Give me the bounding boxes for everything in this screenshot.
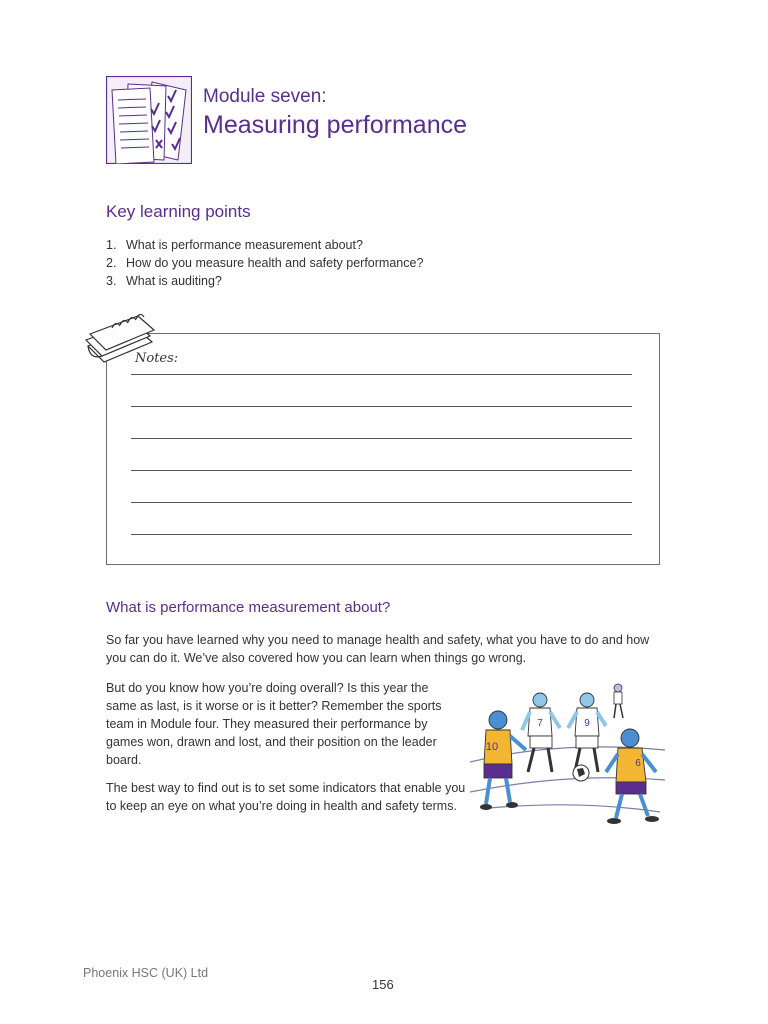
list-item bbox=[106, 272, 423, 290]
list-number: 3. bbox=[106, 274, 117, 288]
key-learning-heading: Key learning points bbox=[106, 202, 251, 221]
shirt-number: 6 bbox=[635, 758, 641, 769]
shirt-number: 9 bbox=[584, 718, 590, 729]
list-item bbox=[106, 236, 423, 254]
note-line bbox=[131, 470, 632, 471]
notes-box bbox=[106, 333, 660, 565]
paragraph: But do you know how you’re doing overall? Is this year the same as last, is it worse or is it better? Remember the sports team in Module four. They measured their performance by games won, drawn and lost, and their position on the leader board. bbox=[106, 681, 442, 767]
footer-company: Phoenix HSC (UK) Ltd bbox=[83, 966, 209, 980]
note-line bbox=[131, 502, 632, 503]
section-heading: What is performance measurement about? bbox=[106, 599, 391, 616]
paragraph: The best way to find out is to set some indicators that enable you to keep an eye on what you’re doing in health and safety terms. bbox=[106, 781, 466, 813]
module-title: Measuring performance bbox=[203, 111, 468, 139]
notes-label: Notes: bbox=[135, 351, 179, 366]
football-players-illustration bbox=[470, 680, 665, 830]
paragraph: So far you have learned why you need to manage health and safety, what you have to do and how you can do it. We’ve also covered how you can learn when things go wrong. bbox=[106, 633, 650, 665]
key-learning-list bbox=[106, 236, 423, 290]
page-number: 156 bbox=[372, 977, 394, 992]
list-text: How do you measure health and safety performance? bbox=[126, 256, 424, 270]
module-label: Module seven: bbox=[203, 86, 327, 107]
list-number: 1. bbox=[106, 238, 117, 252]
note-line bbox=[131, 534, 632, 535]
shirt-number: 7 bbox=[537, 718, 543, 729]
note-line bbox=[131, 374, 632, 375]
list-text: What is performance measurement about? bbox=[126, 238, 363, 252]
shirt-number: 10 bbox=[485, 741, 499, 753]
list-item bbox=[106, 254, 423, 272]
note-line bbox=[131, 438, 632, 439]
checklist-icon bbox=[106, 76, 192, 164]
list-text: What is auditing? bbox=[126, 274, 222, 288]
note-line bbox=[131, 406, 632, 407]
list-number: 2. bbox=[106, 256, 117, 270]
